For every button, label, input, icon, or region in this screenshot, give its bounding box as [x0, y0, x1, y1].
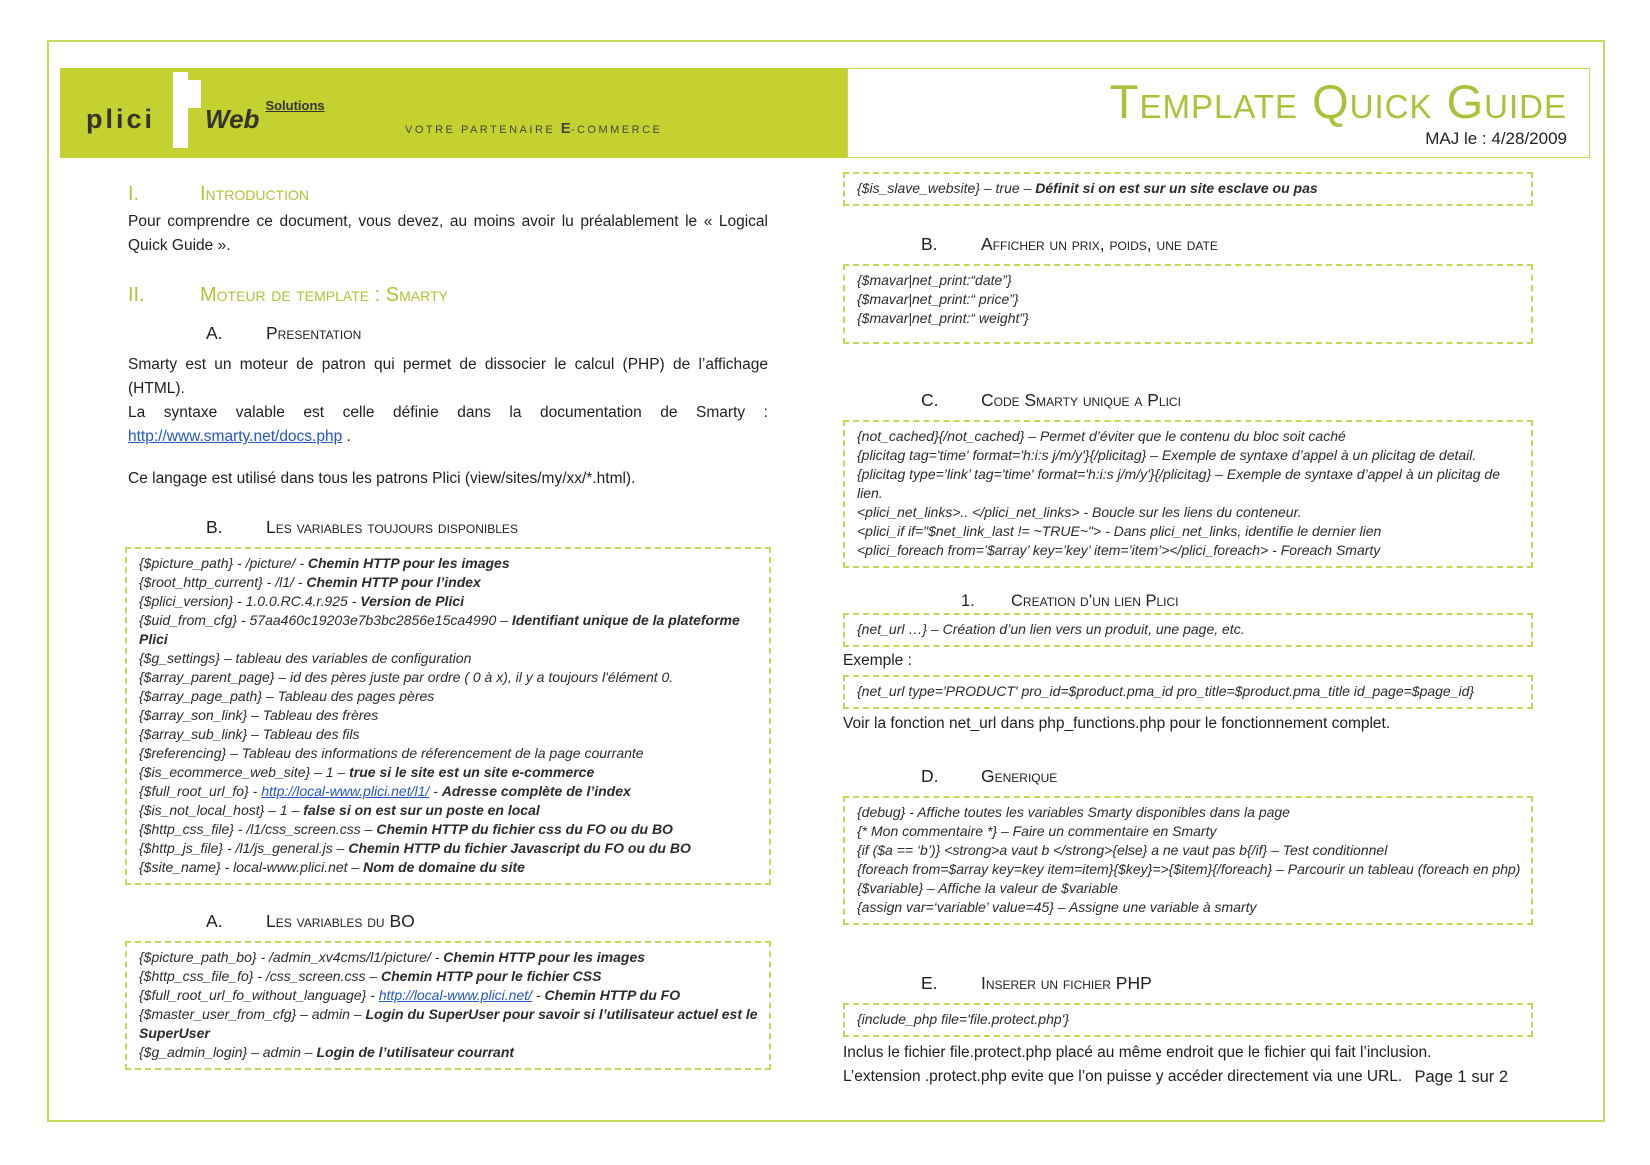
- code-description-bold: Chemin HTTP du fichier css du FO ou du BO: [376, 821, 673, 838]
- heading-generique: [843, 766, 1533, 787]
- code-text: {$referencing} – Tableau des informations de réferencement de la page courrante: [139, 745, 644, 762]
- slave-website-code-box: [843, 172, 1533, 206]
- code-text: {net_url type='PRODUCT' pro_id=$product.pma_id pro_title=$product.pma_title id_page=$page_id}: [857, 683, 1475, 700]
- code-description-bold: Identifiant unique de la plateforme Plici: [139, 612, 740, 648]
- heading-number: II.: [128, 284, 145, 307]
- code-line: [139, 948, 759, 967]
- code-line: [139, 706, 759, 725]
- code-text: {$master_user_from_cfg} – admin –: [139, 1006, 366, 1023]
- heading-number: A.: [206, 323, 223, 344]
- code-text: {$mavar|net_print:“date”}: [857, 272, 1012, 288]
- code-text: .: [342, 428, 351, 446]
- code-line: [139, 668, 759, 687]
- code-line: [857, 179, 1521, 198]
- code-line: [139, 1005, 759, 1043]
- code-text: {$variable} – Affiche la valeur de $variable: [857, 880, 1118, 897]
- code-description-bold: Chemin HTTP du fichier Javascript du FO ou du BO: [348, 840, 691, 857]
- variables-disponibles-code-box: [125, 547, 771, 885]
- net-url-code-box: [843, 613, 1533, 647]
- code-text: <plici_if if="$net_link_last != ~TRUE~"> - Dans plici_net_links, identifie le dernier lien: [857, 523, 1382, 539]
- code-line: [857, 803, 1521, 822]
- code-description-bold: Login de l’utilisateur courrant: [316, 1044, 515, 1061]
- code-text: {$g_admin_login} – admin –: [139, 1044, 317, 1061]
- code-text: {* Mon commentaire *} – Faire un commentaire en Smarty: [857, 823, 1217, 840]
- code-line: [857, 309, 1521, 328]
- heading-number: B.: [921, 234, 938, 254]
- code-line: [857, 290, 1521, 309]
- heading-moteur-template: [128, 284, 768, 307]
- code-text: {not_cached}{/not_cached} – Permet d’éviter que le contenu du bloc soit caché: [857, 428, 1346, 444]
- code-text: {$array_page_path} – Tableau des pages pères: [139, 688, 435, 705]
- code-text: {$site_name} - local-www.plici.net –: [139, 859, 364, 876]
- tagline-pre: VOTRE PARTENAIRE: [405, 124, 561, 136]
- heading-variables-disponibles: [128, 517, 768, 538]
- code-text: {net_url …} – Création d’un lien vers un produit, une page, etc.: [857, 621, 1245, 637]
- heading-label: Inserer un fichier PHP: [981, 973, 1152, 994]
- code-text: {$array_parent_page} – id des pères juste par ordre ( 0 à x), il y a toujours l'élément 0.: [139, 669, 674, 686]
- code-line: [139, 801, 759, 820]
- code-line: [857, 446, 1521, 465]
- code-line: [139, 649, 759, 668]
- code-text: {$root_http_current} - /l1/ -: [139, 574, 307, 591]
- code-description-bold: Chemin HTTP pour le fichier CSS: [381, 968, 602, 985]
- heading-inserer-php: [843, 973, 1533, 994]
- plici-logo: [86, 90, 325, 148]
- code-text: {if ($a == ‘b’)} <strong>a vaut b </strong>{else} a ne vaut pas b{/if} – Test conditionnel: [857, 842, 1388, 859]
- code-line: [139, 763, 759, 782]
- heading-label: Creation d’un lien Plici: [1011, 592, 1179, 610]
- code-text: {$uid_from_cfg} - 57aa460c19203e7b3bc2856e15ca4990 –: [139, 612, 512, 629]
- code-description-bold: Chemin HTTP du FO: [544, 987, 681, 1004]
- code-text: {$plici_version} - 1.0.0.RC.4.r.925 -: [139, 593, 361, 610]
- net-url-example-code-box: [843, 675, 1533, 709]
- document-title: Template Quick Guide: [1109, 74, 1567, 128]
- code-description-bold: Adresse complète de l’index: [441, 783, 631, 800]
- code-text: {assign var=‘variable’ value=45} – Assigne une variable à smarty: [857, 899, 1257, 916]
- code-line: [139, 986, 759, 1005]
- heading-code-smarty-plici: [843, 390, 1533, 411]
- code-smarty-code-box: [843, 420, 1533, 568]
- code-description-bold: Définit si on est sur un site esclave ou pas: [1035, 180, 1318, 196]
- tagline-post: -COMMERCE: [570, 124, 663, 136]
- code-line: [139, 573, 759, 592]
- code-text: {$picture_path_bo} - /admin_xv4cms/l1/picture/ -: [139, 949, 444, 966]
- heading-label: Presentation: [266, 323, 362, 344]
- code-text: -: [532, 987, 545, 1004]
- heading-number: D.: [921, 766, 939, 787]
- code-line: [857, 860, 1521, 879]
- code-line: [139, 839, 759, 858]
- header-title-box: [847, 68, 1590, 158]
- heading-label: Les variables toujours disponibles: [266, 517, 518, 538]
- code-line: [139, 820, 759, 839]
- net-print-code-box: [843, 264, 1533, 344]
- logo-p-icon: [159, 72, 203, 148]
- heading-number: E.: [921, 973, 938, 994]
- code-text: {$http_js_file} - /l1/js_general.js –: [139, 840, 349, 857]
- code-line: [857, 822, 1521, 841]
- code-description-bold: Chemin HTTP pour l’index: [306, 574, 481, 591]
- logo-tagline: [405, 120, 662, 137]
- code-description-bold: Chemin HTTP pour les images: [443, 949, 646, 966]
- generique-code-box: [843, 796, 1533, 925]
- code-text: {debug} - Affiche toutes les variables Smarty disponibles dans la page: [857, 804, 1290, 821]
- code-text: {$picture_path} - /picture/ -: [139, 555, 308, 572]
- heading-label: Introduction: [200, 183, 309, 205]
- heading-presentation: [128, 323, 768, 344]
- logo-solutions-text: Solutions: [265, 98, 325, 113]
- code-line: [857, 682, 1521, 701]
- code-text: <plici_net_links>.. </plici_net_links> - Boucle sur les liens du conteneur.: [857, 504, 1302, 520]
- code-line: [139, 967, 759, 986]
- heading-number: I.: [128, 183, 140, 205]
- right-column: [843, 172, 1533, 1089]
- code-line: [857, 898, 1521, 917]
- exemple-label: Exemple :: [843, 652, 912, 669]
- document-updated-date: MAJ le : 4/28/2009: [1425, 128, 1567, 148]
- code-description-bold: false si on est sur un poste en local: [303, 802, 540, 819]
- cart-e-icon: E: [560, 120, 571, 137]
- heading-number: A.: [206, 911, 223, 932]
- code-line: [857, 271, 1521, 290]
- code-line: [139, 554, 759, 573]
- code-line: [139, 1043, 759, 1062]
- code-text: {$is_slave_website} – true –: [857, 180, 1036, 196]
- code-line: [139, 858, 759, 877]
- heading-label: Generique: [981, 766, 1058, 787]
- voir-fonction-paragraph: Voir la fonction net_url dans php_functions.php pour le fonctionnement complet.: [843, 715, 1391, 733]
- code-text: {$full_root_url_fo} -: [139, 783, 262, 800]
- code-line: [857, 620, 1521, 639]
- logo-web-text: Web: [205, 103, 260, 134]
- code-line: [139, 744, 759, 763]
- code-text: <plici_foreach from=’$array’ key=’key’ item=’item’></plici_foreach> - Foreach Smarty: [857, 542, 1381, 558]
- code-text: {$array_sub_link} – Tableau des fils: [139, 726, 360, 743]
- include-php-code-box: [843, 1003, 1533, 1037]
- heading-label: Afficher un prix, poids, une date: [981, 234, 1218, 254]
- code-line: [857, 427, 1521, 446]
- heading-number: B.: [206, 517, 223, 538]
- heading-afficher-prix: [843, 234, 1533, 255]
- code-text: {plicitag tag='time' format='h:i:s j/m/y'}{/plicitag} – Exemple de syntaxe d’appel à un plicitag de detail.: [857, 447, 1477, 463]
- hyperlink[interactable]: http://local-www.plici.net/: [378, 987, 533, 1004]
- presentation-paragraph-2: [128, 401, 768, 449]
- code-line: [857, 465, 1521, 503]
- code-text: {$full_root_url_fo_without_language} -: [139, 987, 379, 1004]
- left-column: [128, 183, 768, 1070]
- code-text: {$mavar|net_print:“ price”}: [857, 291, 1019, 307]
- hyperlink[interactable]: http://www.smarty.net/docs.php: [128, 428, 343, 446]
- hyperlink[interactable]: http://local-www.plici.net/l1/: [261, 783, 430, 800]
- code-text: {$http_css_file} - /l1/css_screen.css –: [139, 821, 377, 838]
- inserer-paragraph-2: L’extension .protect.php evite que l’on puisse y accéder directement via une URL.: [843, 1068, 1403, 1086]
- code-line: [857, 1010, 1521, 1029]
- code-text: {$array_son_link} – Tableau des frères: [139, 707, 379, 724]
- code-line: [139, 611, 759, 649]
- code-line: [857, 879, 1521, 898]
- header: [60, 68, 1590, 158]
- heading-number: C.: [921, 390, 939, 410]
- code-text: {$g_settings} – tableau des variables de configuration: [139, 650, 472, 667]
- heading-label: Code Smarty unique a Plici: [981, 390, 1181, 410]
- heading-variables-bo: [128, 911, 768, 932]
- code-line: [857, 841, 1521, 860]
- presentation-paragraph-3: Ce langage est utilisé dans tous les patrons Plici (view/sites/my/xx/*.html).: [128, 470, 636, 488]
- code-text: {foreach from=$array key=key item=item}{$key}=>{$item}{/foreach} – Parcourir un tableau (foreach en php): [857, 861, 1521, 878]
- page-number: Page 1 sur 2: [1414, 1068, 1508, 1086]
- heading-label: Moteur de template : Smarty: [200, 284, 448, 307]
- code-text: {plicitag type=’link’ tag='time' format='h:i:s j/m/y'}{/plicitag} – Exemple de syntaxe d’appel à un plicitag de lien.: [857, 466, 1501, 501]
- code-line: [857, 522, 1521, 541]
- code-description-bold: Version de Plici: [360, 593, 465, 610]
- variables-bo-code-box: [125, 941, 771, 1070]
- code-line: [139, 725, 759, 744]
- code-description-bold: Login du SuperUser pour savoir si l’utilisateur actuel est le SuperUser: [139, 1006, 758, 1042]
- heading-introduction: [128, 183, 768, 206]
- code-text: -: [429, 783, 442, 800]
- code-text: {$is_ecommerce_web_site} – 1 –: [139, 764, 350, 781]
- heading-creation-lien-plici: [843, 592, 1533, 611]
- code-line: [139, 592, 759, 611]
- code-line: [857, 541, 1521, 560]
- heading-label: Les variables du BO: [266, 911, 415, 932]
- header-brand-band: [60, 68, 847, 158]
- code-text: {$is_not_local_host} – 1 –: [139, 802, 304, 819]
- code-text: {$http_css_file_fo} - /css_screen.css –: [139, 968, 382, 985]
- inserer-paragraph-1: Inclus le fichier file.protect.php placé au même endroit que le fichier qui fait l’inclusion.: [843, 1044, 1432, 1062]
- code-description-bold: Nom de domaine du site: [363, 859, 525, 876]
- intro-paragraph: Pour comprendre ce document, vous devez, au moins avoir lu préalablement le « Logical Quick Guide ».: [128, 213, 768, 255]
- heading-number: 1.: [961, 592, 975, 610]
- code-text: La syntaxe valable est celle définie dans la documentation de Smarty :: [128, 404, 768, 422]
- logo-plici-text: plici: [86, 103, 156, 134]
- presentation-paragraph-1: Smarty est un moteur de patron qui permet de dissocier le calcul (PHP) de l’affichage (HTML).: [128, 356, 768, 398]
- code-description-bold: Chemin HTTP pour les images: [307, 555, 510, 572]
- code-text: {$mavar|net_print:“ weight”}: [857, 310, 1029, 326]
- code-description-bold: true si le site est un site e-commerce: [349, 764, 595, 781]
- code-line: [857, 503, 1521, 522]
- code-line: [139, 687, 759, 706]
- code-line: [139, 782, 759, 801]
- code-text: {include_php file='file.protect.php'}: [857, 1011, 1070, 1028]
